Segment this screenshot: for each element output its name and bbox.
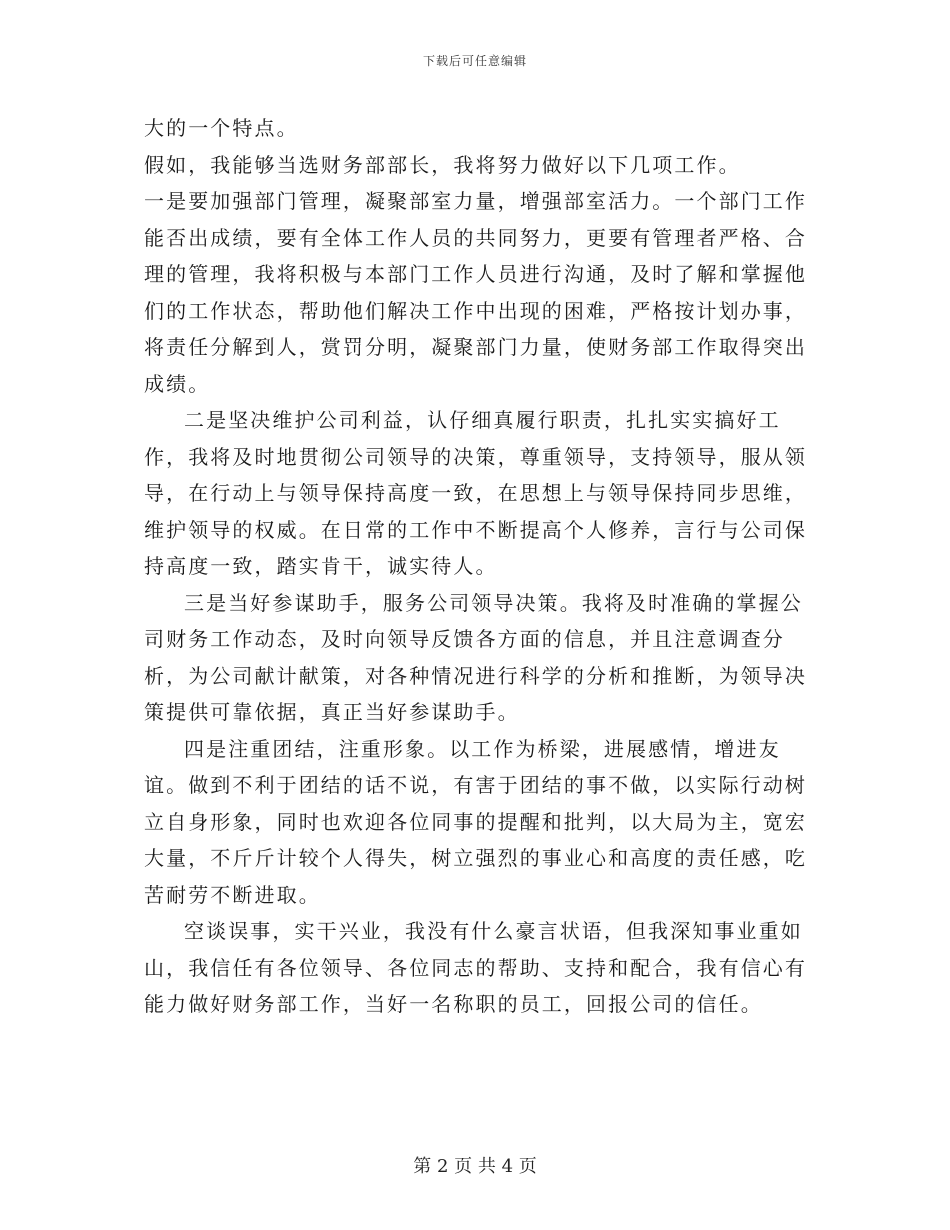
- page-header: 下载后可任意编辑: [422, 54, 527, 68]
- paragraph: 四是注重团结，注重形象。以工作为桥梁，进展感情，增进友谊。做到不利于团结的话不说，有害于团结的事不做，以实际行动树立自身形象，同时也欢迎各位同事的提醒和批判，以大局为主，宽宏大量，不斤斤计较个人得失，树立强烈的事业心和高度的责任感，吃苦耐劳不断进取。: [144, 736, 807, 907]
- paragraph: 二是坚决维护公司利益，认仔细真履行职责，扎扎实实搞好工作，我将及时地贯彻公司领导的决策，尊重领导，支持领导，服从领导，在行动上与领导保持高度一致，在思想上与领导保持同步思维，维护领导的权威。在日常的工作中不断提高个人修养，言行与公司保持高度一致，踏实肯干，诚实待人。: [144, 408, 807, 578]
- document-body: [144, 110, 812, 1023]
- paragraph: 假如，我能够当选财务部部长，我将努力做好以下几项工作。: [144, 152, 741, 177]
- paragraph: 空谈误事，实干兴业，我没有什么豪言状语，但我深知事业重如山，我信任有各位领导、各位同志的帮助、支持和配合，我有信心有能力做好财务部工作，当好一名称职的员工，回报公司的信任。: [144, 919, 807, 1016]
- paragraph: 大的一个特点。: [144, 116, 299, 140]
- paragraph: 三是当好参谋助手，服务公司领导决策。我将及时准确的掌握公司财务工作动态，及时向领导反馈各方面的信息，并且注意调查分析，为公司献计献策，对各种情况进行科学的分析和推断，为领导决策提供可靠依据，真正当好参谋助手。: [144, 590, 807, 724]
- page-number: 第 2 页 共 4 页: [413, 1156, 537, 1177]
- paragraph: 一是要加强部门管理，凝聚部室力量，增强部室活力。一个部门工作能否出成绩，要有全体工作人员的共同努力，更要有管理者严格、合理的管理，我将积极与本部门工作人员进行沟通，及时了解和掌握他们的工作状态，帮助他们解决工作中出现的困难，严格按计划办事，将责任分解到人，赏罚分明，凝聚部门力量，使财务部工作取得突出成绩。: [144, 189, 807, 396]
